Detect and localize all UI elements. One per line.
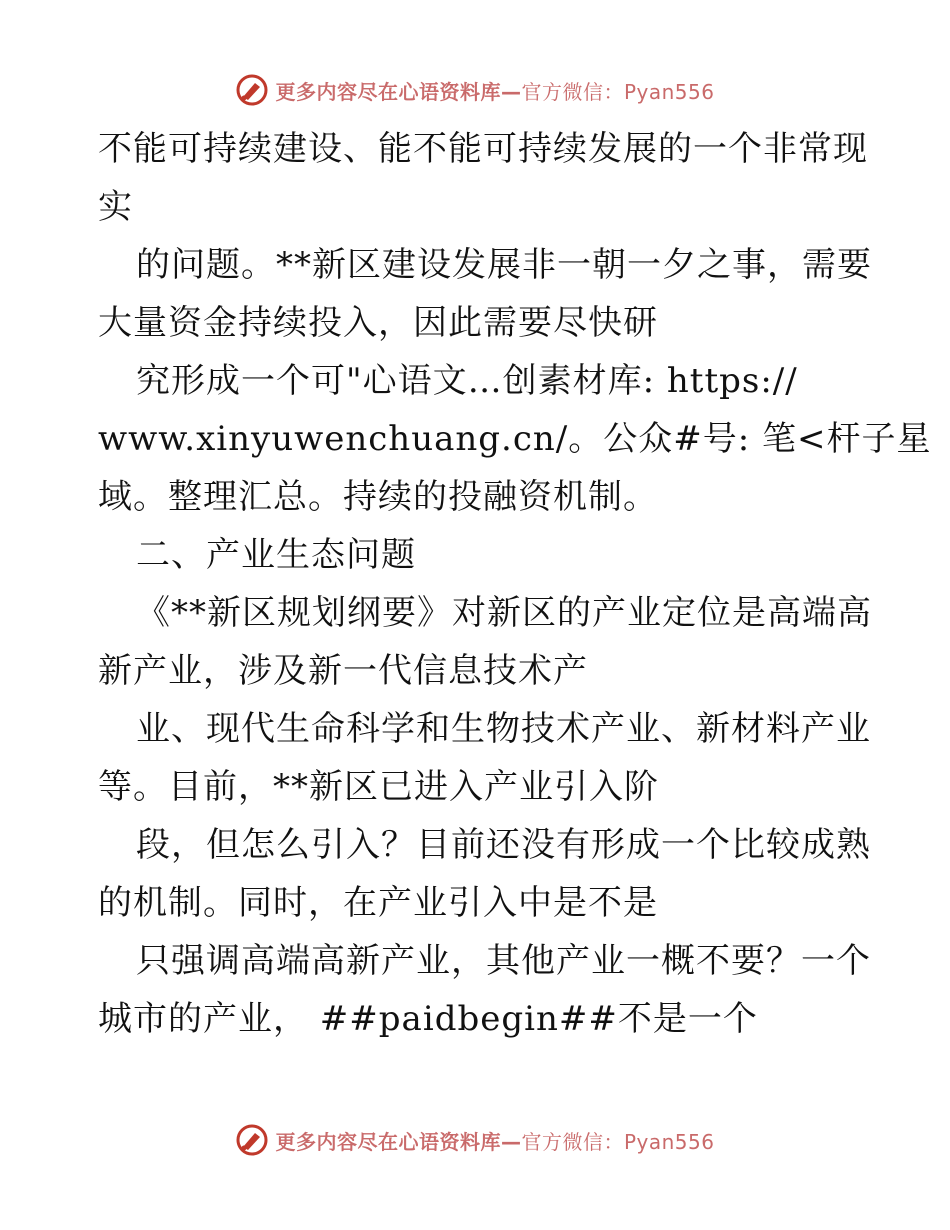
section-heading: 二、产业生态问题 [136,535,416,575]
footer-banner-site: 更多内容尽在心语资料库— [275,1129,522,1154]
pen-logo-icon [235,1123,269,1157]
body-line-3: 的问题。**新区建设发展非一朝一夕之事，需要 [136,245,872,285]
body-line-15: 只强调高端高新产业，其他产业一概不要？一个 [136,941,871,981]
body-line-13: 段，但怎么引入？目前还没有形成一个比较成熟 [136,825,871,865]
pen-logo-icon [235,73,269,107]
body-line-4: 大量资金持续投入，因此需要尽快研 [98,303,658,343]
footer-banner-wechat: 官方微信：Pyan556 [521,1129,715,1154]
body-line-2: 实 [98,187,133,227]
header-banner [0,70,950,110]
footer-banner [0,1120,950,1160]
header-banner-wechat: 官方微信：Pyan556 [521,79,715,104]
header-banner-site: 更多内容尽在心语资料库— [275,79,522,104]
footer-banner-text [275,1126,714,1155]
body-line-16: 城市的产业， ##paidbegin##不是一个 [98,999,758,1039]
body-line-9: 《**新区规划纲要》对新区的产业定位是高端高 [136,593,872,633]
body-line-12: 等。目前，**新区已进入产业引入阶 [98,767,659,807]
body-line-7: 域。整理汇总。持续的投融资机制。 [98,477,658,517]
body-line-1: 不能可持续建设、能不能可持续发展的一个非常现 [98,129,868,169]
body-line-6: www.xinyuwenchuang.cn/。公众#号: 笔<杆子星 [98,419,932,459]
document-body [98,120,932,1048]
body-line-11: 业、现代生命科学和生物技术产业、新材料产业 [136,709,871,749]
body-line-10: 新产业，涉及新一代信息技术产 [98,651,588,691]
header-banner-text [275,76,714,105]
body-line-14: 的机制。同时，在产业引入中是不是 [98,883,658,923]
body-line-5: 究形成一个可"心语文…创素材库: https:// [136,361,798,401]
